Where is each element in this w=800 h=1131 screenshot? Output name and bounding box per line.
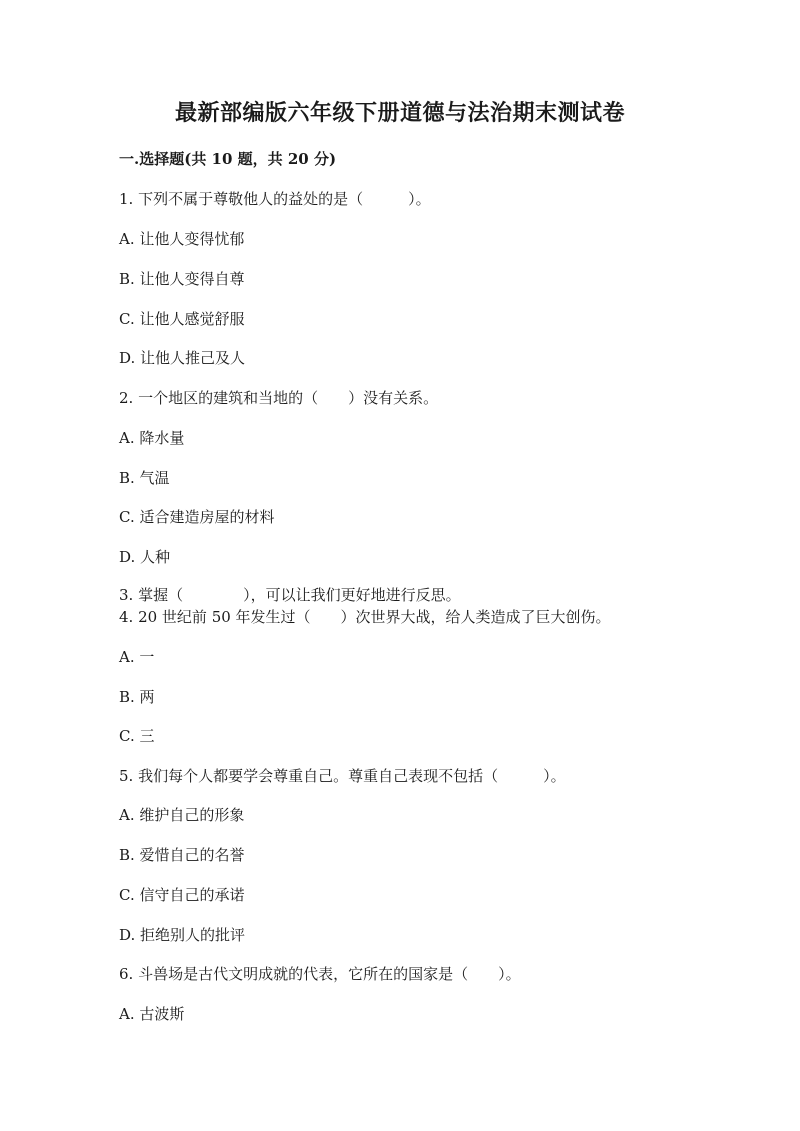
exam-title: 最新部编版六年级下册道德与法治期末测试卷 xyxy=(174,100,625,126)
option-2c: C. 适合建造房屋的材料 xyxy=(119,508,275,526)
option-4a: A. 一 xyxy=(119,648,155,666)
option-4b: B. 两 xyxy=(119,688,155,706)
option-5d: D. 拒绝别人的批评 xyxy=(119,926,246,944)
question-4: 4. 20 世纪前 50 年发生过（ ）次世界大战，给人类造成了巨大创伤。 xyxy=(119,608,611,626)
question-3: 3. 掌握（ ），可以让我们更好地进行反思。 xyxy=(119,586,461,604)
option-1c: C. 让他人感觉舒服 xyxy=(119,310,245,328)
option-5a: A. 维护自己的形象 xyxy=(119,806,245,824)
question-2: 2. 一个地区的建筑和当地的（ ）没有关系。 xyxy=(119,389,439,407)
option-2b: B. 气温 xyxy=(119,469,170,487)
option-1a: A. 让他人变得忧郁 xyxy=(119,230,245,248)
option-2a: A. 降水量 xyxy=(119,429,185,447)
option-5c: C. 信守自己的承诺 xyxy=(119,886,245,904)
option-5b: B. 爱惜自己的名誉 xyxy=(119,846,245,864)
option-1b: B. 让他人变得自尊 xyxy=(119,270,245,288)
question-1: 1. 下列不属于尊敬他人的益处的是（ ）。 xyxy=(119,190,431,208)
section-heading: 一.选择题(共 10 题，共 20 分) xyxy=(119,150,337,168)
question-6: 6. 斗兽场是古代文明成就的代表，它所在的国家是（ ）。 xyxy=(119,965,521,983)
option-2d: D. 人种 xyxy=(119,548,171,566)
option-1d: D. 让他人推己及人 xyxy=(119,349,246,367)
question-5: 5. 我们每个人都要学会尊重自己。尊重自己表现不包括（ ）。 xyxy=(119,767,566,785)
option-4c: C. 三 xyxy=(119,727,155,745)
option-6a: A. 古波斯 xyxy=(119,1005,185,1023)
